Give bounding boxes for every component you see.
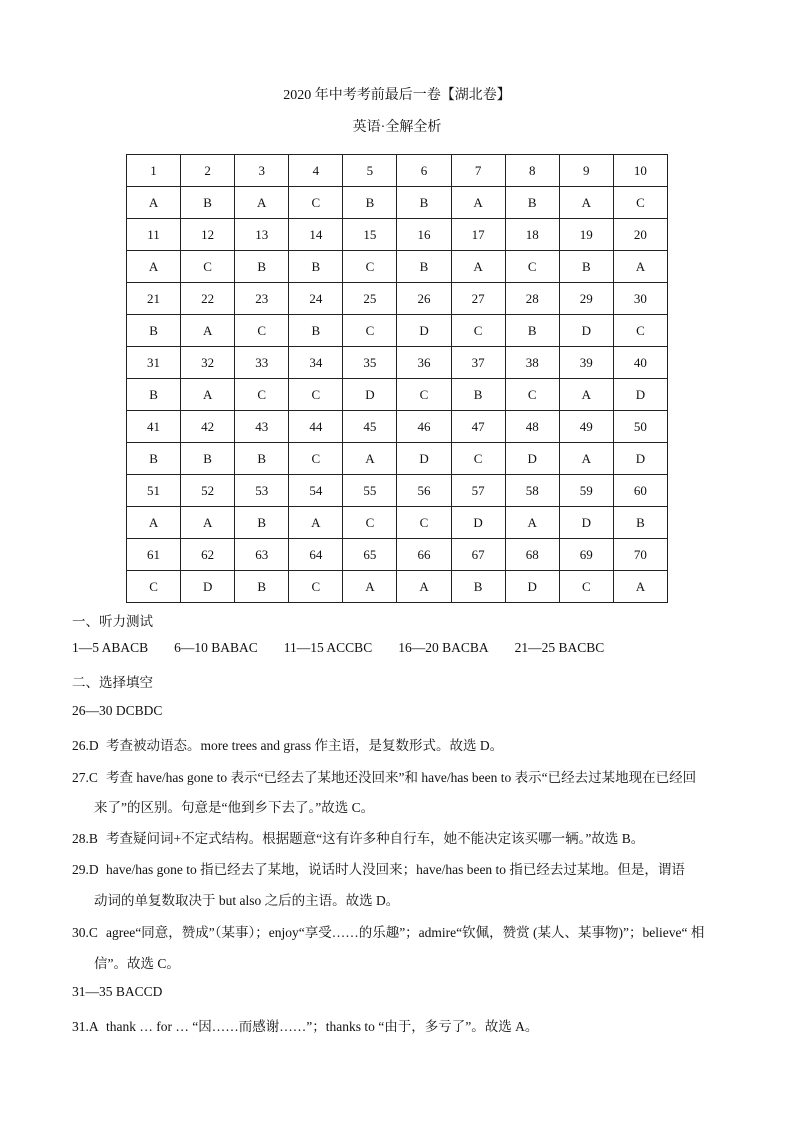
answer-cell: A — [397, 571, 451, 603]
answer-cell: B — [505, 315, 559, 347]
question-number-cell: 58 — [505, 475, 559, 507]
question-number-cell: 40 — [613, 347, 667, 379]
answer-cell: A — [343, 443, 397, 475]
answer-cell: B — [559, 251, 613, 283]
question-number-cell: 16 — [397, 219, 451, 251]
answer-cell: A — [127, 251, 181, 283]
question-number-cell: 5 — [343, 155, 397, 187]
question-number-cell: 57 — [451, 475, 505, 507]
listening-answers — [72, 640, 604, 656]
question-27-continued: 来了”的区别。句意是“他到乡下去了。”故选 C。 — [94, 800, 375, 815]
question-number-cell: 46 — [397, 411, 451, 443]
question-number-cell: 24 — [289, 283, 343, 315]
question-number-cell: 70 — [613, 539, 667, 571]
answer-cell: B — [451, 379, 505, 411]
choice-heading: 二、选择填空 — [72, 675, 153, 690]
question-number-cell: 3 — [235, 155, 289, 187]
answer-cell: C — [397, 379, 451, 411]
answer-cell: D — [613, 379, 667, 411]
question-number-cell: 59 — [559, 475, 613, 507]
answer-row — [127, 315, 668, 347]
answer-cell: A — [451, 251, 505, 283]
question-number-cell: 8 — [505, 155, 559, 187]
answer-cell: A — [559, 443, 613, 475]
answer-cell: C — [235, 379, 289, 411]
question-number-cell: 69 — [559, 539, 613, 571]
question-number-cell: 41 — [127, 411, 181, 443]
question-26 — [72, 734, 503, 754]
question-number-cell: 17 — [451, 219, 505, 251]
question-number-cell: 20 — [613, 219, 667, 251]
question-number-cell: 7 — [451, 155, 505, 187]
answer-cell: C — [451, 315, 505, 347]
answer-row — [127, 507, 668, 539]
answer-cell: D — [343, 379, 397, 411]
answer-cell: C — [505, 251, 559, 283]
question-number-cell: 13 — [235, 219, 289, 251]
answer-cell: C — [289, 443, 343, 475]
answer-cell: B — [181, 187, 235, 219]
question-number-cell: 34 — [289, 347, 343, 379]
answer-cell: A — [451, 187, 505, 219]
question-number-cell: 35 — [343, 347, 397, 379]
listening-heading: 一、听力测试 — [72, 614, 153, 629]
answer-cell: B — [397, 251, 451, 283]
answer-cell: B — [613, 507, 667, 539]
answer-cell: D — [181, 571, 235, 603]
question-explanation: agree“同意，赞成”（某事）；enjoy“享受……的乐趣”；admire“钦佩，赞赏 (某人、某事物)”；believe“ 相 — [106, 925, 705, 940]
answer-cell: C — [127, 571, 181, 603]
listening-group: 16—20 BACBA — [398, 640, 489, 655]
question-number-cell: 1 — [127, 155, 181, 187]
answer-cell: B — [235, 443, 289, 475]
question-number-cell: 65 — [343, 539, 397, 571]
answer-cell: B — [289, 315, 343, 347]
answer-cell: D — [397, 443, 451, 475]
answer-cell: B — [181, 443, 235, 475]
question-number-row — [127, 539, 668, 571]
answer-cell: A — [613, 251, 667, 283]
question-number-row — [127, 219, 668, 251]
question-number: 30.C — [72, 925, 98, 940]
question-number-cell: 67 — [451, 539, 505, 571]
question-number-cell: 22 — [181, 283, 235, 315]
question-number-cell: 56 — [397, 475, 451, 507]
question-number: 31.A — [72, 1019, 99, 1034]
question-number-cell: 29 — [559, 283, 613, 315]
question-number-cell: 4 — [289, 155, 343, 187]
question-explanation: 考查 have/has gone to 表示“已经去了某地还没回来”和 have/has been to 表示“已经去过某地现在已经回 — [106, 770, 697, 785]
answer-cell: A — [343, 571, 397, 603]
listening-group: 1—5 ABACB — [72, 640, 149, 655]
question-number-cell: 48 — [505, 411, 559, 443]
question-number-cell: 36 — [397, 347, 451, 379]
answer-cell: C — [289, 187, 343, 219]
question-number-cell: 19 — [559, 219, 613, 251]
question-number-cell: 12 — [181, 219, 235, 251]
answer-cell: C — [181, 251, 235, 283]
answer-key-table — [126, 154, 668, 603]
question-number-cell: 39 — [559, 347, 613, 379]
answer-cell: B — [235, 507, 289, 539]
question-29 — [72, 858, 685, 878]
question-number-cell: 18 — [505, 219, 559, 251]
question-number-cell: 32 — [181, 347, 235, 379]
question-28 — [72, 827, 644, 847]
question-number-cell: 37 — [451, 347, 505, 379]
answer-cell: B — [505, 187, 559, 219]
question-number: 26.D — [72, 738, 99, 753]
question-number-cell: 42 — [181, 411, 235, 443]
question-number-row — [127, 347, 668, 379]
answer-row — [127, 443, 668, 475]
answer-cell: D — [559, 507, 613, 539]
document-subtitle: 英语·全解全析 — [352, 120, 442, 135]
listening-group: 21—25 BACBC — [514, 640, 605, 655]
question-number-cell: 66 — [397, 539, 451, 571]
question-number-cell: 31 — [127, 347, 181, 379]
question-number-cell: 61 — [127, 539, 181, 571]
answer-cell: B — [127, 379, 181, 411]
answer-cell: A — [559, 187, 613, 219]
question-explanation: 考查疑问词+不定式结构。根据题意“这有许多种自行车，她不能决定该买哪一辆。”故选 B。 — [106, 831, 645, 846]
answer-cell: B — [397, 187, 451, 219]
answer-cell: C — [343, 507, 397, 539]
answer-row — [127, 187, 668, 219]
question-number-cell: 21 — [127, 283, 181, 315]
answer-cell: C — [559, 571, 613, 603]
answer-cell: C — [397, 507, 451, 539]
answer-cell: C — [343, 251, 397, 283]
question-number-cell: 45 — [343, 411, 397, 443]
document-title: 2020 年中考考前最后一卷【湖北卷】 — [283, 88, 511, 103]
answer-row — [127, 251, 668, 283]
question-number-cell: 28 — [505, 283, 559, 315]
answer-cell: A — [127, 507, 181, 539]
answer-cell: C — [505, 379, 559, 411]
question-number-cell: 49 — [559, 411, 613, 443]
question-number-row — [127, 475, 668, 507]
question-number-cell: 9 — [559, 155, 613, 187]
answer-cell: A — [289, 507, 343, 539]
question-number-cell: 47 — [451, 411, 505, 443]
answer-cell: A — [559, 379, 613, 411]
answer-cell: A — [505, 507, 559, 539]
question-27 — [72, 766, 696, 786]
answer-cell: D — [613, 443, 667, 475]
answer-cell: D — [451, 507, 505, 539]
group-26-30: 26—30 DCBDC — [72, 703, 163, 718]
answer-cell: C — [613, 315, 667, 347]
question-number-cell: 62 — [181, 539, 235, 571]
question-number-cell: 50 — [613, 411, 667, 443]
question-explanation: 考查被动语态。more trees and grass 作主语，是复数形式。故选 D。 — [106, 738, 504, 753]
answer-cell: B — [451, 571, 505, 603]
answer-cell: D — [559, 315, 613, 347]
question-number-cell: 54 — [289, 475, 343, 507]
question-number-row — [127, 411, 668, 443]
group-31-35: 31—35 BACCD — [72, 984, 163, 999]
question-number-cell: 25 — [343, 283, 397, 315]
question-number-cell: 64 — [289, 539, 343, 571]
question-number-cell: 30 — [613, 283, 667, 315]
answer-cell: D — [397, 315, 451, 347]
question-31 — [72, 1015, 538, 1035]
question-number: 29.D — [72, 862, 99, 877]
question-number-cell: 10 — [613, 155, 667, 187]
question-number-cell: 26 — [397, 283, 451, 315]
answer-cell: B — [127, 443, 181, 475]
question-number-cell: 51 — [127, 475, 181, 507]
answer-row — [127, 379, 668, 411]
answer-cell: B — [127, 315, 181, 347]
question-number-cell: 63 — [235, 539, 289, 571]
question-number-cell: 33 — [235, 347, 289, 379]
question-number-cell: 15 — [343, 219, 397, 251]
answer-cell: C — [343, 315, 397, 347]
question-number-cell: 53 — [235, 475, 289, 507]
question-number-cell: 60 — [613, 475, 667, 507]
question-number-cell: 2 — [181, 155, 235, 187]
question-number-cell: 14 — [289, 219, 343, 251]
answer-cell: B — [343, 187, 397, 219]
answer-cell: B — [289, 251, 343, 283]
question-number-cell: 44 — [289, 411, 343, 443]
answer-cell: A — [181, 315, 235, 347]
question-number: 28.B — [72, 831, 98, 846]
question-number-cell: 23 — [235, 283, 289, 315]
answer-cell: C — [289, 379, 343, 411]
answer-cell: C — [451, 443, 505, 475]
answer-cell: D — [505, 443, 559, 475]
question-30-continued: 信”。故选 C。 — [94, 956, 180, 971]
answer-cell: D — [505, 571, 559, 603]
answer-cell: B — [235, 251, 289, 283]
question-number-cell: 55 — [343, 475, 397, 507]
answer-cell: A — [127, 187, 181, 219]
question-number-cell: 6 — [397, 155, 451, 187]
answer-cell: A — [181, 507, 235, 539]
question-number-cell: 11 — [127, 219, 181, 251]
question-number-cell: 27 — [451, 283, 505, 315]
question-30 — [72, 921, 704, 941]
answer-cell: C — [235, 315, 289, 347]
question-number-row — [127, 155, 668, 187]
question-number-cell: 38 — [505, 347, 559, 379]
answer-cell: A — [181, 379, 235, 411]
question-number-row — [127, 283, 668, 315]
listening-group: 6—10 BABAC — [174, 640, 258, 655]
answer-cell: C — [613, 187, 667, 219]
question-29-continued: 动词的单复数取决于 but also 之后的主语。故选 D。 — [94, 893, 400, 908]
answer-cell: C — [289, 571, 343, 603]
question-number-cell: 68 — [505, 539, 559, 571]
answer-cell: A — [235, 187, 289, 219]
answer-cell: A — [613, 571, 667, 603]
listening-group: 11—15 ACCBC — [283, 640, 373, 655]
question-explanation: thank … for … “因……而感谢……”；thanks to “由于，多亏了”。故选 A。 — [106, 1019, 539, 1034]
question-number-cell: 43 — [235, 411, 289, 443]
question-number: 27.C — [72, 770, 98, 785]
answer-cell: B — [235, 571, 289, 603]
question-number-cell: 52 — [181, 475, 235, 507]
answer-row — [127, 571, 668, 603]
question-explanation: have/has gone to 指已经去了某地，说话时人没回来；have/has been to 指已经去过某地。但是，谓语 — [106, 862, 685, 877]
